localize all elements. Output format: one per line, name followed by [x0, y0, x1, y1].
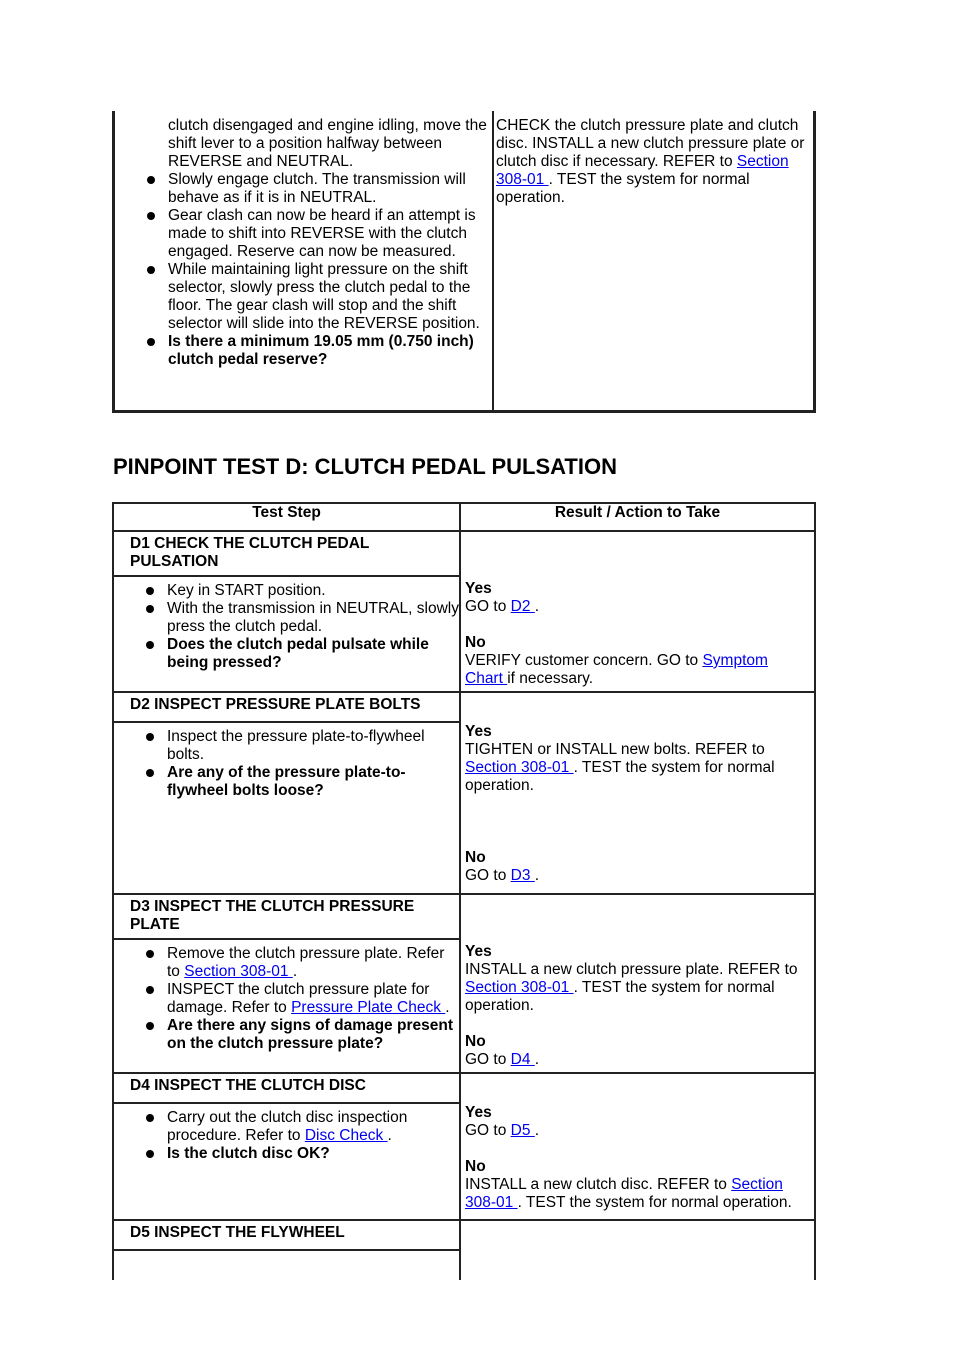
pinpoint-test-table [112, 502, 816, 1280]
step-d1-title: D1 CHECK THE CLUTCH PEDAL PULSATION [113, 531, 460, 576]
step-d5-title-row [113, 1220, 815, 1250]
previous-test-table-continuation [112, 111, 816, 413]
section-308-01-link[interactable]: Section 308-01 [465, 759, 574, 776]
section-308-01-link[interactable]: Section 308-01 [184, 963, 293, 981]
step-question: Are any of the pressure plate-to-flywheel bolts loose? [114, 764, 459, 800]
disc-check-link[interactable]: Disc Check [304, 1127, 388, 1144]
yes-label: Yes [465, 1104, 492, 1121]
step-question: Are there any signs of damage present on the clutch pressure plate? [114, 1017, 459, 1053]
no-label: No [465, 634, 486, 651]
step-instruction: clutch disengaged and engine idling, move the shift lever to a position halfway between REVERSE and NEUTRAL. [168, 117, 487, 170]
result-text: CHECK the clutch pressure plate and clutch disc. INSTALL a new clutch pressure plate or clutch disc if necessary. REFER to [496, 117, 805, 170]
previous-test-step-cell [115, 117, 492, 369]
table-header-row [113, 503, 815, 531]
section-308-01-link[interactable]: Section 308-01 [496, 153, 789, 188]
step-d2-body [113, 722, 460, 894]
step-d3-result: Yes INSTALL a new clutch pressure plate. REFER to Section 308-01 . TEST the system for normal operation. No GO to D4 . [460, 894, 815, 1073]
step-d3-title-row [113, 894, 815, 939]
step-d1-body [113, 576, 460, 692]
step-instruction: Carry out the clutch disc inspection procedure. Refer to Disc Check . [114, 1109, 459, 1145]
column-divider [492, 111, 494, 410]
step-instruction: With the transmission in NEUTRAL, slowly press the clutch pedal. [114, 600, 459, 636]
symptom-chart-link[interactable]: Symptom Chart [465, 652, 768, 687]
yes-label: Yes [465, 580, 492, 597]
step-d3-body [113, 939, 460, 1073]
step-instruction: While maintaining light pressure on the shift selector, slowly press the clutch pedal to the floor. The gear clash will stop and the shift selector will slide into the REVERSE position. [115, 261, 492, 333]
step-d4-title-row [113, 1073, 815, 1103]
step-d5-title: D5 INSPECT THE FLYWHEEL [113, 1220, 460, 1250]
d5-link[interactable]: D5 [510, 1122, 535, 1139]
previous-test-result-cell: CHECK the clutch pressure plate and clutch disc. INSTALL a new clutch pressure plate or clutch disc if necessary. REFER to Section 308-01 . TEST the system for normal operation. [496, 117, 805, 206]
step-instruction: Inspect the pressure plate-to-flywheel bolts. [114, 728, 459, 764]
step-instruction: Gear clash can now be heard if an attempt is made to shift into REVERSE with the clutch engaged. Reserve can now be measured. [115, 207, 492, 261]
step-d4-body [113, 1103, 460, 1220]
step-question: Does the clutch pedal pulsate while being pressed? [114, 636, 459, 672]
step-d1-title-row [113, 531, 815, 576]
step-d1-result: Yes GO to D2 . No VERIFY customer concern. GO to Symptom Chart if necessary. [460, 531, 815, 692]
no-label: No [465, 849, 486, 866]
step-d2-result: Yes TIGHTEN or INSTALL new bolts. REFER to Section 308-01 . TEST the system for normal operation. No GO to D3 . [460, 692, 815, 894]
step-instruction: INSPECT the clutch pressure plate for damage. Refer to Pressure Plate Check . [114, 981, 459, 1017]
step-question: Is the clutch disc OK? [114, 1145, 459, 1163]
pressure-plate-check-link[interactable]: Pressure Plate Check [291, 999, 446, 1017]
step-instruction: Slowly engage clutch. The transmission will behave as if it is in NEUTRAL. [115, 171, 492, 207]
header-result-action: Result / Action to Take [460, 503, 815, 531]
step-d2-title: D2 INSPECT PRESSURE PLATE BOLTS [113, 692, 460, 722]
section-308-01-link[interactable]: Section 308-01 [465, 1176, 783, 1211]
d4-link[interactable]: D4 [510, 1051, 535, 1068]
pinpoint-test-title: PINPOINT TEST D: CLUTCH PEDAL PULSATION [113, 454, 617, 479]
step-instruction: Key in START position. [114, 582, 459, 600]
d2-link[interactable]: D2 [510, 598, 535, 615]
step-question: Is there a minimum 19.05 mm (0.750 inch) clutch pedal reserve? [115, 333, 492, 369]
header-test-step: Test Step [113, 503, 460, 531]
step-d4-result: Yes GO to D5 . No INSTALL a new clutch disc. REFER to Section 308-01 . TEST the system for normal operation. [460, 1073, 815, 1220]
section-308-01-link[interactable]: Section 308-01 [465, 979, 574, 996]
step-instruction: Remove the clutch pressure plate. Refer to Section 308-01 . [114, 945, 459, 981]
yes-label: Yes [465, 943, 492, 960]
step-d4-title: D4 INSPECT THE CLUTCH DISC [113, 1073, 460, 1103]
step-d5-result [460, 1220, 815, 1280]
step-d2-title-row [113, 692, 815, 722]
step-d3-title: D3 INSPECT THE CLUTCH PRESSURE PLATE [113, 894, 460, 939]
d3-link[interactable]: D3 [510, 867, 535, 884]
yes-label: Yes [465, 723, 492, 740]
no-label: No [465, 1033, 486, 1050]
step-d5-body [113, 1250, 460, 1280]
no-label: No [465, 1158, 486, 1175]
